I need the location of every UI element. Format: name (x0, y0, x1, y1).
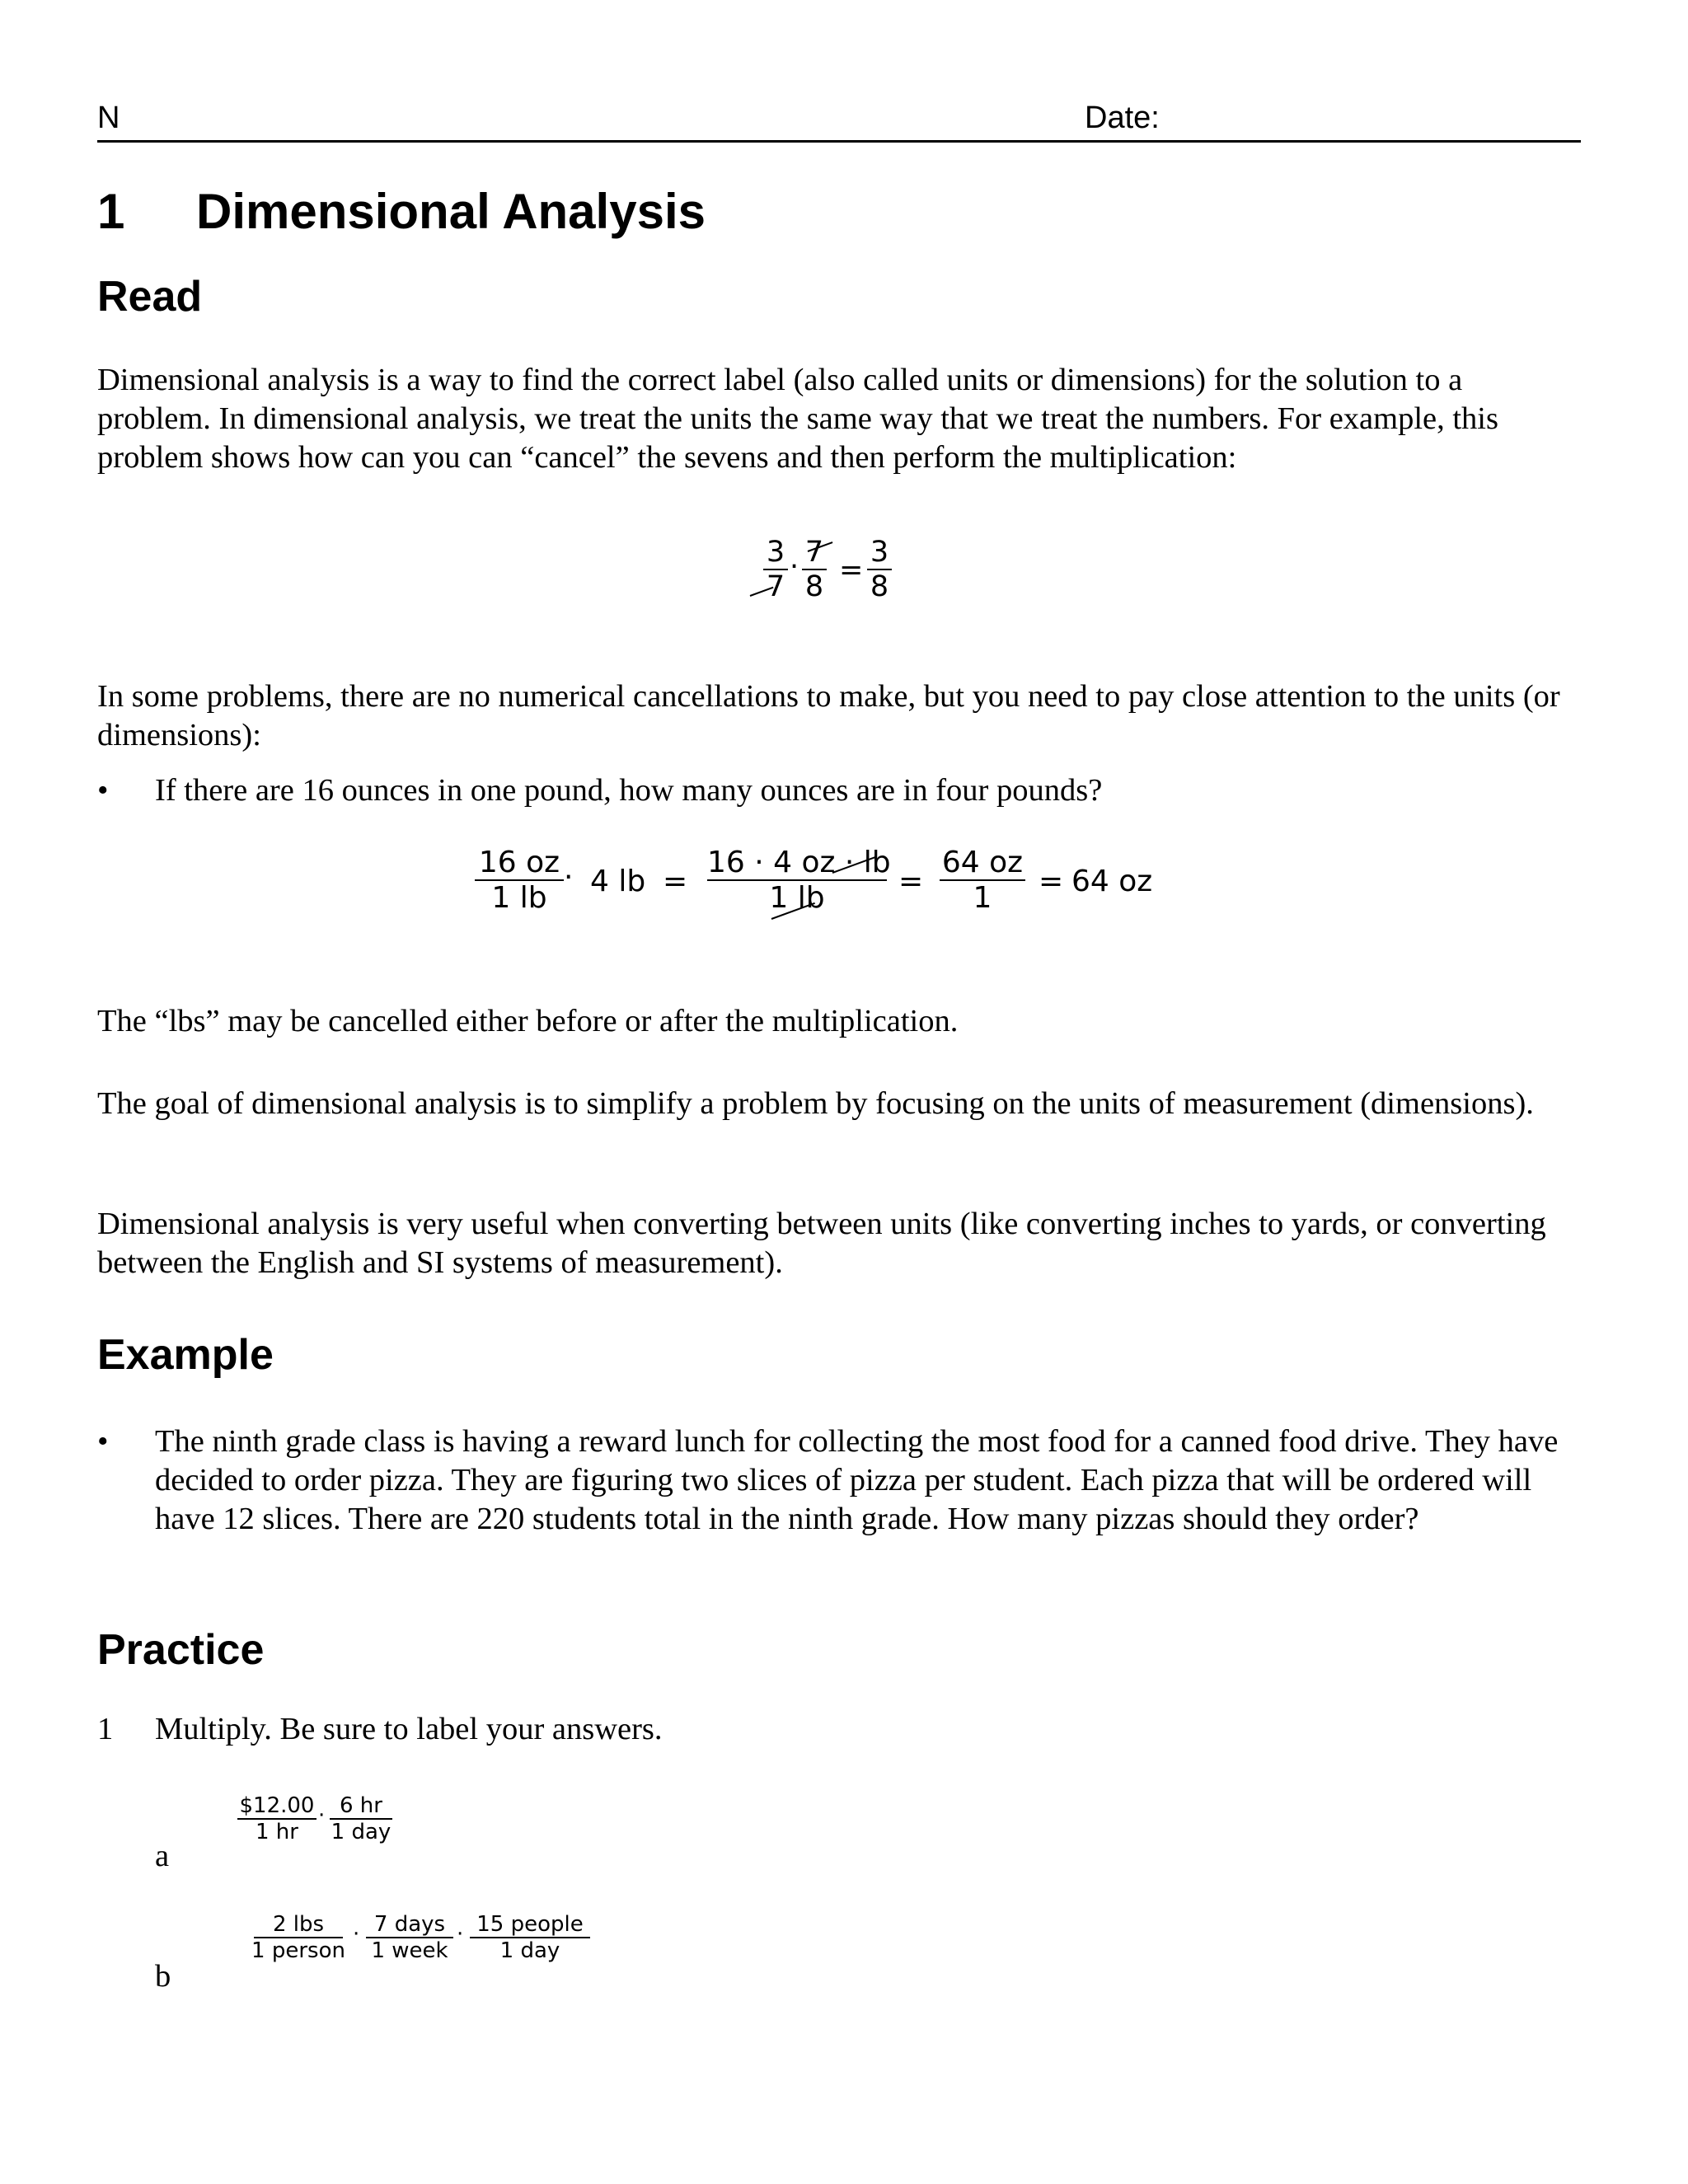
pa-f1-num: $12.00 (239, 1793, 315, 1818)
eq1-fraction-1 (763, 536, 788, 603)
pb-dot-1: · (353, 1922, 360, 1947)
example-heading: Example (97, 1331, 274, 1379)
eq2-equals-2: = (898, 865, 924, 898)
pb-fraction-3 (470, 1912, 590, 1963)
read-para-4: The goal of dimensional analysis is to simplify a problem by focusing on the units of measurement (dimensions). (97, 1086, 1534, 1121)
pb-f1-den: 1 person (251, 1938, 345, 1963)
section-number: 1 (97, 184, 125, 239)
bullet-text: If there are 16 ounces in one pound, how many ounces are in four pounds? (155, 773, 1103, 808)
equation-cancel-sevens (742, 536, 907, 610)
eq1-equals: = (839, 554, 864, 587)
eq2-equals-3: = (1039, 865, 1064, 898)
header-line (97, 97, 1581, 143)
practice-b-label: b (155, 1959, 171, 1994)
practice-q1-text: Multiply. Be sure to label your answers. (155, 1712, 663, 1746)
pb-f1-num: 2 lbs (272, 1912, 325, 1937)
date-label: Date: (1085, 101, 1160, 135)
pb-f2-num: 7 days (373, 1912, 446, 1937)
eq1-f2-num: 7 (804, 536, 824, 569)
read-para-5: Dimensional analysis is very useful when converting between units (like converting inches to yards, or converting between the English and SI systems of measurement). (97, 1207, 1546, 1280)
eq2-f2-num: 16 · 4 oz · lb (707, 846, 891, 879)
pb-fraction-1 (246, 1912, 351, 1963)
eq1-r-num: 3 (870, 536, 889, 569)
equation-ounces (462, 846, 1203, 928)
bullet-mark: • (97, 773, 109, 808)
eq2-fraction-1 (475, 846, 564, 915)
eq2-term: 4 lb (590, 865, 646, 898)
eq2-f1-num: 16 oz (478, 846, 560, 879)
eq2-equals-1: = (663, 865, 688, 898)
eq2-result: 64 oz (1071, 865, 1153, 898)
eq1-f1-den: 7 (766, 570, 785, 603)
pa-f1-den: 1 hr (256, 1820, 298, 1844)
eq2-f3-num: 64 oz (941, 846, 1024, 879)
eq2-fraction-3 (940, 846, 1025, 915)
eq2-f1-den: 1 lb (491, 881, 547, 915)
practice-heading: Practice (97, 1626, 265, 1674)
read-para-3: The “lbs” may be cancelled either before or after the multiplication. (97, 1004, 959, 1038)
pb-dot-2: · (457, 1922, 464, 1947)
pa-f2-den: 1 day (331, 1820, 392, 1844)
section-title-text: Dimensional Analysis (196, 184, 706, 239)
practice-a-label: a (155, 1839, 170, 1873)
bullet-mark: • (97, 1424, 109, 1459)
practice-a-expression (237, 1793, 419, 1851)
section-title (97, 183, 706, 240)
pa-fraction-2 (330, 1793, 392, 1844)
eq2-dot: · (564, 860, 574, 894)
pa-fraction-1 (237, 1793, 316, 1844)
eq1-dot: · (790, 551, 799, 583)
eq2-f3-den: 1 (973, 881, 992, 915)
pa-dot: · (318, 1803, 326, 1828)
pb-f2-den: 1 week (371, 1938, 448, 1963)
pb-f3-den: 1 day (499, 1938, 560, 1963)
practice-q1-number: 1 (97, 1712, 114, 1746)
eq1-result (867, 536, 892, 603)
pa-f2-num: 6 hr (340, 1793, 382, 1818)
pb-fraction-2 (366, 1912, 453, 1963)
read-heading: Read (97, 273, 203, 321)
eq2-f2-den: 1 lb (769, 881, 825, 915)
pb-f3-num: 15 people (476, 1912, 584, 1937)
read-para-2: In some problems, there are no numerical cancellations to make, but you need to pay close attention to the units (or dimensions): (97, 679, 1560, 752)
practice-b-expression (246, 1912, 608, 1970)
eq1-r-den: 8 (870, 570, 889, 603)
eq2-fraction-2 (707, 846, 891, 915)
eq1-f2-den: 8 (804, 570, 824, 603)
example-problem-text: The ninth grade class is having a reward lunch for collecting the most food for a canned food drive. They have decided to order pizza. They are figuring two slices of pizza per student. Each pizza that will be ordered will have 12 slices. There are 220 students total in the ninth grade. How many pizzas should they order? (155, 1424, 1559, 1536)
eq1-f1-num: 3 (766, 536, 785, 569)
read-intro: Dimensional analysis is a way to find the correct label (also called units or dimensions) for the solution to a problem. In dimensional analysis, we treat the units the same way that we treat the numbers. For example, this problem shows how can you can “cancel” the sevens and then perform the multiplication: (97, 363, 1498, 475)
name-label: N (97, 101, 120, 135)
